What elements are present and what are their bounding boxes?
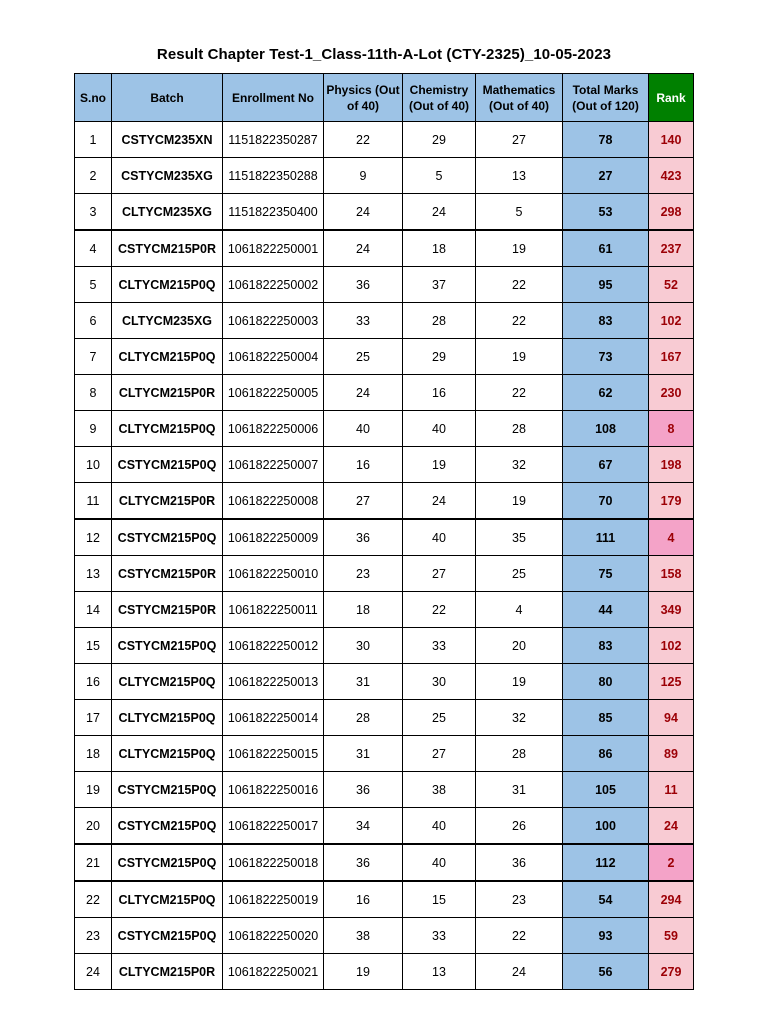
cell-rank: 89 <box>649 736 694 772</box>
table-row <box>75 628 694 664</box>
cell-physics: 16 <box>324 881 403 918</box>
cell-enrollment: 1061822250005 <box>223 375 324 411</box>
cell-rank: 8 <box>649 411 694 447</box>
header-rank: Rank <box>649 74 694 122</box>
cell-physics: 24 <box>324 230 403 267</box>
cell-physics: 36 <box>324 844 403 881</box>
cell-batch: CSTYCM215P0Q <box>112 772 223 808</box>
header-chemistry: Chemistry (Out of 40) <box>403 74 476 122</box>
cell-rank: 102 <box>649 628 694 664</box>
cell-physics: 24 <box>324 375 403 411</box>
cell-enrollment: 1061822250011 <box>223 592 324 628</box>
table-row <box>75 881 694 918</box>
cell-sno: 19 <box>75 772 112 808</box>
cell-batch: CSTYCM215P0R <box>112 556 223 592</box>
header-batch: Batch <box>112 74 223 122</box>
cell-mathematics: 22 <box>476 375 563 411</box>
cell-rank: 24 <box>649 808 694 845</box>
cell-batch: CLTYCM215P0Q <box>112 267 223 303</box>
table-row <box>75 519 694 556</box>
cell-enrollment: 1061822250008 <box>223 483 324 520</box>
cell-total: 112 <box>563 844 649 881</box>
cell-batch: CSTYCM215P0Q <box>112 918 223 954</box>
cell-physics: 23 <box>324 556 403 592</box>
table-header-row <box>75 74 694 122</box>
cell-total: 111 <box>563 519 649 556</box>
cell-enrollment: 1061822250018 <box>223 844 324 881</box>
cell-physics: 18 <box>324 592 403 628</box>
cell-mathematics: 25 <box>476 556 563 592</box>
cell-enrollment: 1061822250003 <box>223 303 324 339</box>
cell-enrollment: 1151822350400 <box>223 194 324 231</box>
cell-sno: 13 <box>75 556 112 592</box>
table-row <box>75 375 694 411</box>
cell-total: 75 <box>563 556 649 592</box>
cell-chemistry: 38 <box>403 772 476 808</box>
cell-total: 61 <box>563 230 649 267</box>
cell-sno: 4 <box>75 230 112 267</box>
cell-batch: CLTYCM215P0Q <box>112 664 223 700</box>
cell-chemistry: 33 <box>403 628 476 664</box>
cell-chemistry: 19 <box>403 447 476 483</box>
cell-batch: CLTYCM235XG <box>112 194 223 231</box>
cell-batch: CSTYCM215P0R <box>112 592 223 628</box>
table-row <box>75 122 694 158</box>
cell-enrollment: 1061822250010 <box>223 556 324 592</box>
cell-rank: 349 <box>649 592 694 628</box>
cell-rank: 230 <box>649 375 694 411</box>
cell-physics: 34 <box>324 808 403 845</box>
table-row <box>75 844 694 881</box>
table-row <box>75 556 694 592</box>
cell-physics: 36 <box>324 772 403 808</box>
table-row <box>75 483 694 520</box>
cell-physics: 36 <box>324 267 403 303</box>
cell-total: 83 <box>563 628 649 664</box>
cell-rank: 423 <box>649 158 694 194</box>
cell-chemistry: 37 <box>403 267 476 303</box>
cell-batch: CLTYCM215P0R <box>112 483 223 520</box>
cell-sno: 14 <box>75 592 112 628</box>
cell-mathematics: 27 <box>476 122 563 158</box>
cell-sno: 5 <box>75 267 112 303</box>
cell-mathematics: 4 <box>476 592 563 628</box>
header-total: Total Marks (Out of 120) <box>563 74 649 122</box>
cell-sno: 18 <box>75 736 112 772</box>
cell-physics: 31 <box>324 664 403 700</box>
cell-batch: CLTYCM215P0Q <box>112 339 223 375</box>
cell-chemistry: 28 <box>403 303 476 339</box>
cell-enrollment: 1061822250017 <box>223 808 324 845</box>
cell-mathematics: 19 <box>476 339 563 375</box>
cell-sno: 3 <box>75 194 112 231</box>
cell-total: 108 <box>563 411 649 447</box>
cell-rank: 198 <box>649 447 694 483</box>
table-row <box>75 158 694 194</box>
cell-total: 86 <box>563 736 649 772</box>
cell-batch: CSTYCM215P0Q <box>112 519 223 556</box>
cell-sno: 23 <box>75 918 112 954</box>
cell-total: 80 <box>563 664 649 700</box>
cell-mathematics: 35 <box>476 519 563 556</box>
table-row <box>75 194 694 231</box>
cell-batch: CSTYCM215P0Q <box>112 628 223 664</box>
cell-rank: 52 <box>649 267 694 303</box>
cell-batch: CSTYCM235XN <box>112 122 223 158</box>
cell-physics: 16 <box>324 447 403 483</box>
table-row <box>75 592 694 628</box>
cell-total: 95 <box>563 267 649 303</box>
cell-batch: CSTYCM215P0Q <box>112 447 223 483</box>
cell-physics: 25 <box>324 339 403 375</box>
cell-chemistry: 18 <box>403 230 476 267</box>
cell-sno: 20 <box>75 808 112 845</box>
cell-physics: 36 <box>324 519 403 556</box>
cell-physics: 38 <box>324 918 403 954</box>
cell-chemistry: 33 <box>403 918 476 954</box>
cell-sno: 10 <box>75 447 112 483</box>
cell-chemistry: 13 <box>403 954 476 990</box>
cell-enrollment: 1061822250016 <box>223 772 324 808</box>
cell-chemistry: 24 <box>403 483 476 520</box>
cell-mathematics: 5 <box>476 194 563 231</box>
cell-sno: 7 <box>75 339 112 375</box>
cell-sno: 21 <box>75 844 112 881</box>
cell-total: 73 <box>563 339 649 375</box>
cell-physics: 22 <box>324 122 403 158</box>
cell-mathematics: 28 <box>476 736 563 772</box>
header-enrollment: Enrollment No <box>223 74 324 122</box>
cell-sno: 8 <box>75 375 112 411</box>
cell-chemistry: 30 <box>403 664 476 700</box>
cell-mathematics: 22 <box>476 303 563 339</box>
cell-chemistry: 25 <box>403 700 476 736</box>
cell-mathematics: 19 <box>476 483 563 520</box>
cell-total: 53 <box>563 194 649 231</box>
cell-sno: 2 <box>75 158 112 194</box>
table-row <box>75 700 694 736</box>
cell-sno: 22 <box>75 881 112 918</box>
cell-total: 54 <box>563 881 649 918</box>
cell-chemistry: 40 <box>403 808 476 845</box>
cell-total: 44 <box>563 592 649 628</box>
cell-total: 56 <box>563 954 649 990</box>
cell-chemistry: 29 <box>403 122 476 158</box>
table-row <box>75 736 694 772</box>
cell-mathematics: 22 <box>476 918 563 954</box>
cell-rank: 59 <box>649 918 694 954</box>
cell-chemistry: 40 <box>403 411 476 447</box>
header-mathematics: Mathematics (Out of 40) <box>476 74 563 122</box>
cell-mathematics: 19 <box>476 230 563 267</box>
cell-rank: 237 <box>649 230 694 267</box>
cell-rank: 140 <box>649 122 694 158</box>
cell-chemistry: 15 <box>403 881 476 918</box>
cell-enrollment: 1061822250006 <box>223 411 324 447</box>
cell-enrollment: 1061822250002 <box>223 267 324 303</box>
cell-mathematics: 20 <box>476 628 563 664</box>
cell-rank: 4 <box>649 519 694 556</box>
cell-chemistry: 29 <box>403 339 476 375</box>
cell-total: 105 <box>563 772 649 808</box>
cell-physics: 19 <box>324 954 403 990</box>
cell-mathematics: 22 <box>476 267 563 303</box>
cell-sno: 15 <box>75 628 112 664</box>
cell-chemistry: 16 <box>403 375 476 411</box>
cell-mathematics: 26 <box>476 808 563 845</box>
cell-mathematics: 32 <box>476 700 563 736</box>
cell-mathematics: 32 <box>476 447 563 483</box>
cell-enrollment: 1061822250009 <box>223 519 324 556</box>
cell-batch: CLTYCM215P0Q <box>112 411 223 447</box>
cell-rank: 125 <box>649 664 694 700</box>
cell-rank: 94 <box>649 700 694 736</box>
cell-enrollment: 1061822250007 <box>223 447 324 483</box>
page-title: Result Chapter Test-1_Class-11th-A-Lot (CTY-2325)_10-05-2023 <box>156 46 612 63</box>
result-table <box>74 73 694 990</box>
header-sno: S.no <box>75 74 112 122</box>
cell-batch: CSTYCM215P0Q <box>112 808 223 845</box>
cell-total: 67 <box>563 447 649 483</box>
cell-mathematics: 19 <box>476 664 563 700</box>
cell-batch: CSTYCM215P0Q <box>112 844 223 881</box>
cell-physics: 27 <box>324 483 403 520</box>
cell-enrollment: 1061822250012 <box>223 628 324 664</box>
cell-total: 100 <box>563 808 649 845</box>
cell-mathematics: 31 <box>476 772 563 808</box>
cell-enrollment: 1061822250001 <box>223 230 324 267</box>
cell-sno: 12 <box>75 519 112 556</box>
cell-batch: CLTYCM235XG <box>112 303 223 339</box>
cell-physics: 28 <box>324 700 403 736</box>
cell-rank: 294 <box>649 881 694 918</box>
cell-chemistry: 27 <box>403 736 476 772</box>
cell-enrollment: 1061822250014 <box>223 700 324 736</box>
cell-chemistry: 24 <box>403 194 476 231</box>
cell-rank: 179 <box>649 483 694 520</box>
table-row <box>75 411 694 447</box>
cell-rank: 158 <box>649 556 694 592</box>
cell-enrollment: 1061822250013 <box>223 664 324 700</box>
cell-batch: CLTYCM215P0R <box>112 375 223 411</box>
cell-total: 85 <box>563 700 649 736</box>
cell-sno: 16 <box>75 664 112 700</box>
cell-batch: CSTYCM235XG <box>112 158 223 194</box>
cell-rank: 279 <box>649 954 694 990</box>
cell-sno: 6 <box>75 303 112 339</box>
cell-total: 62 <box>563 375 649 411</box>
table-row <box>75 664 694 700</box>
cell-total: 93 <box>563 918 649 954</box>
cell-batch: CLTYCM215P0Q <box>112 881 223 918</box>
table-row <box>75 303 694 339</box>
cell-enrollment: 1061822250015 <box>223 736 324 772</box>
cell-sno: 17 <box>75 700 112 736</box>
cell-enrollment: 1151822350287 <box>223 122 324 158</box>
cell-total: 70 <box>563 483 649 520</box>
table-row <box>75 918 694 954</box>
cell-total: 27 <box>563 158 649 194</box>
table-row <box>75 267 694 303</box>
cell-chemistry: 5 <box>403 158 476 194</box>
cell-total: 78 <box>563 122 649 158</box>
cell-rank: 298 <box>649 194 694 231</box>
cell-rank: 102 <box>649 303 694 339</box>
cell-sno: 9 <box>75 411 112 447</box>
cell-mathematics: 36 <box>476 844 563 881</box>
table-row <box>75 339 694 375</box>
cell-batch: CLTYCM215P0Q <box>112 736 223 772</box>
cell-enrollment: 1061822250020 <box>223 918 324 954</box>
cell-mathematics: 24 <box>476 954 563 990</box>
cell-mathematics: 13 <box>476 158 563 194</box>
cell-enrollment: 1061822250004 <box>223 339 324 375</box>
table-row <box>75 447 694 483</box>
cell-total: 83 <box>563 303 649 339</box>
cell-rank: 11 <box>649 772 694 808</box>
cell-chemistry: 22 <box>403 592 476 628</box>
cell-physics: 33 <box>324 303 403 339</box>
cell-physics: 40 <box>324 411 403 447</box>
table-row <box>75 230 694 267</box>
cell-enrollment: 1061822250019 <box>223 881 324 918</box>
cell-rank: 167 <box>649 339 694 375</box>
cell-enrollment: 1061822250021 <box>223 954 324 990</box>
cell-sno: 11 <box>75 483 112 520</box>
table-row <box>75 772 694 808</box>
cell-physics: 24 <box>324 194 403 231</box>
cell-chemistry: 40 <box>403 844 476 881</box>
cell-mathematics: 28 <box>476 411 563 447</box>
table-row <box>75 954 694 990</box>
cell-chemistry: 40 <box>403 519 476 556</box>
cell-physics: 9 <box>324 158 403 194</box>
cell-batch: CLTYCM215P0R <box>112 954 223 990</box>
cell-mathematics: 23 <box>476 881 563 918</box>
cell-physics: 31 <box>324 736 403 772</box>
table-row <box>75 808 694 845</box>
cell-rank: 2 <box>649 844 694 881</box>
cell-enrollment: 1151822350288 <box>223 158 324 194</box>
header-physics: Physics (Out of 40) <box>324 74 403 122</box>
cell-batch: CSTYCM215P0R <box>112 230 223 267</box>
cell-physics: 30 <box>324 628 403 664</box>
cell-sno: 1 <box>75 122 112 158</box>
cell-sno: 24 <box>75 954 112 990</box>
table-body <box>75 122 694 990</box>
cell-chemistry: 27 <box>403 556 476 592</box>
cell-batch: CLTYCM215P0Q <box>112 700 223 736</box>
